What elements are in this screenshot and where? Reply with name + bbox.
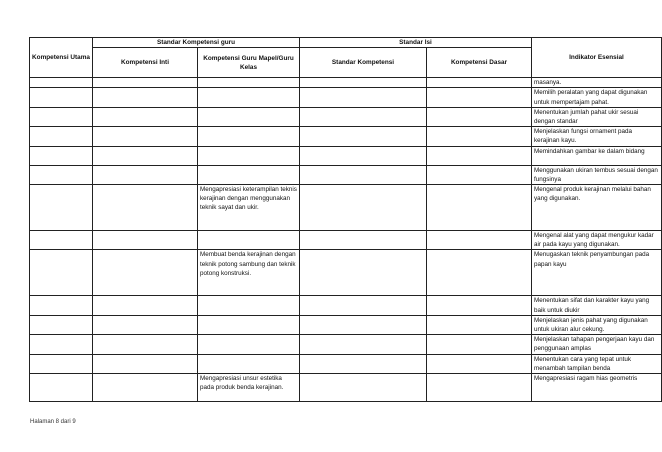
cell-kompetensi-guru-mapel [198, 315, 300, 334]
cell-empty [300, 127, 427, 146]
cell-kompetensi-guru-mapel [198, 78, 300, 88]
cell-kompetensi-guru-mapel [198, 165, 300, 184]
cell-empty [30, 335, 93, 354]
cell-empty [93, 88, 198, 107]
cell-kompetensi-guru-mapel [198, 335, 300, 354]
cell-empty [30, 107, 93, 126]
competency-table [29, 37, 662, 402]
cell-empty [300, 146, 427, 165]
table-row [30, 185, 662, 231]
cell-kompetensi-guru-mapel [198, 88, 300, 107]
cell-empty [93, 335, 198, 354]
cell-empty [300, 165, 427, 184]
cell-kompetensi-guru-mapel: Mengapresiasi unsur estetika pada produk benda kerajinan. [198, 374, 300, 402]
cell-empty [300, 107, 427, 126]
cell-empty [427, 165, 532, 184]
table-row [30, 88, 662, 107]
cell-kompetensi-guru-mapel [198, 107, 300, 126]
cell-empty [30, 250, 93, 296]
cell-empty [93, 231, 198, 250]
table-body [30, 78, 662, 402]
cell-indikator-esensial: Menentukan jumlah pahat ukir sesuai dengan standar [532, 107, 662, 126]
header-indikator-esensial: Indikator Esensial [532, 38, 662, 78]
cell-empty [30, 146, 93, 165]
cell-indikator-esensial: Memindahkan gambar ke dalam bidang [532, 146, 662, 165]
cell-indikator-esensial: Menjelaskan jenis pahat yang digunakan untuk ukiran alur cekung. [532, 315, 662, 334]
cell-empty [427, 146, 532, 165]
header-standar-isi: Standar Isi [300, 38, 532, 48]
cell-empty [93, 107, 198, 126]
cell-empty [300, 335, 427, 354]
cell-kompetensi-guru-mapel: Mengapresiasi keterampilan teknis kerajinan dengan menggunakan teknik sayat dan ukir. [198, 185, 300, 231]
table-row [30, 315, 662, 334]
cell-empty [93, 374, 198, 402]
cell-empty [300, 315, 427, 334]
table-row [30, 78, 662, 88]
cell-empty [427, 335, 532, 354]
cell-empty [30, 374, 93, 402]
cell-empty [30, 127, 93, 146]
cell-empty [427, 88, 532, 107]
cell-empty [30, 296, 93, 315]
header-kompetensi-utama: Kompetensi Utama [30, 38, 93, 78]
cell-indikator-esensial: Menjelaskan fungsi ornament pada kerajinan kayu. [532, 127, 662, 146]
cell-empty [300, 250, 427, 296]
cell-indikator-esensial: masanya. [532, 78, 662, 88]
header-kompetensi-inti: Kompetensi Inti [93, 48, 198, 78]
cell-kompetensi-guru-mapel: Membuat benda kerajinan dengan teknik potong sambung dan teknik potong konstruksi. [198, 250, 300, 296]
cell-empty [93, 78, 198, 88]
cell-empty [427, 107, 532, 126]
cell-empty [300, 78, 427, 88]
cell-empty [93, 185, 198, 231]
cell-kompetensi-guru-mapel [198, 146, 300, 165]
cell-kompetensi-guru-mapel [198, 231, 300, 250]
table-row [30, 296, 662, 315]
cell-empty [300, 88, 427, 107]
cell-empty [427, 78, 532, 88]
table-row [30, 127, 662, 146]
cell-empty [427, 374, 532, 402]
cell-kompetensi-guru-mapel [198, 296, 300, 315]
cell-empty [30, 185, 93, 231]
cell-empty [427, 231, 532, 250]
cell-empty [93, 296, 198, 315]
cell-empty [93, 127, 198, 146]
cell-empty [93, 250, 198, 296]
cell-kompetensi-guru-mapel [198, 127, 300, 146]
table-row [30, 146, 662, 165]
table-row [30, 107, 662, 126]
cell-empty [93, 315, 198, 334]
table-row [30, 374, 662, 402]
cell-kompetensi-guru-mapel [198, 354, 300, 373]
cell-empty [30, 231, 93, 250]
table-row [30, 250, 662, 296]
header-kompetensi-dasar: Kompetensi Dasar [427, 48, 532, 78]
cell-indikator-esensial: Menentukan sifat dan karakter kayu yang baik untuk diukir [532, 296, 662, 315]
cell-empty [300, 374, 427, 402]
table-row [30, 231, 662, 250]
cell-indikator-esensial: Menugaskan teknik penyambungan pada papan kayu [532, 250, 662, 296]
cell-empty [300, 296, 427, 315]
cell-indikator-esensial: Menggunakan ukiran tembus sesuai dengan fungsinya [532, 165, 662, 184]
cell-empty [300, 231, 427, 250]
cell-empty [93, 165, 198, 184]
cell-empty [300, 185, 427, 231]
cell-empty [300, 354, 427, 373]
cell-empty [427, 127, 532, 146]
cell-indikator-esensial: Mengapresiasi ragam hias geometris [532, 374, 662, 402]
cell-empty [30, 354, 93, 373]
cell-empty [427, 185, 532, 231]
cell-empty [427, 354, 532, 373]
header-standar-kompetensi: Standar Kompetensi [300, 48, 427, 78]
cell-indikator-esensial: Mengenal alat yang dapat mengukur kadar air pada kayu yang digunakan. [532, 231, 662, 250]
cell-indikator-esensial: Memilih peralatan yang dapat digunakan untuk mempertajam pahat. [532, 88, 662, 107]
cell-empty [30, 78, 93, 88]
cell-indikator-esensial: Menentukan cara yang tepat untuk menambah tampilan benda [532, 354, 662, 373]
cell-indikator-esensial: Menjelaskan tahapan pengerjaan kayu dan penggunaan amplas [532, 335, 662, 354]
cell-empty [427, 315, 532, 334]
cell-empty [427, 296, 532, 315]
table-row [30, 165, 662, 184]
cell-empty [93, 146, 198, 165]
header-kompetensi-guru-mapel: Kompetensi Guru Mapel/Guru Kelas [198, 48, 300, 78]
cell-empty [427, 250, 532, 296]
table-row [30, 335, 662, 354]
page-footer: Halaman 8 dari 9 [30, 419, 76, 425]
cell-empty [30, 315, 93, 334]
cell-indikator-esensial: Mengenal produk kerajinan melalui bahan yang digunakan. [532, 185, 662, 231]
header-standar-kompetensi-guru: Standar Kompetensi guru [93, 38, 300, 48]
cell-empty [30, 165, 93, 184]
cell-empty [30, 88, 93, 107]
cell-empty [93, 354, 198, 373]
table-row [30, 354, 662, 373]
